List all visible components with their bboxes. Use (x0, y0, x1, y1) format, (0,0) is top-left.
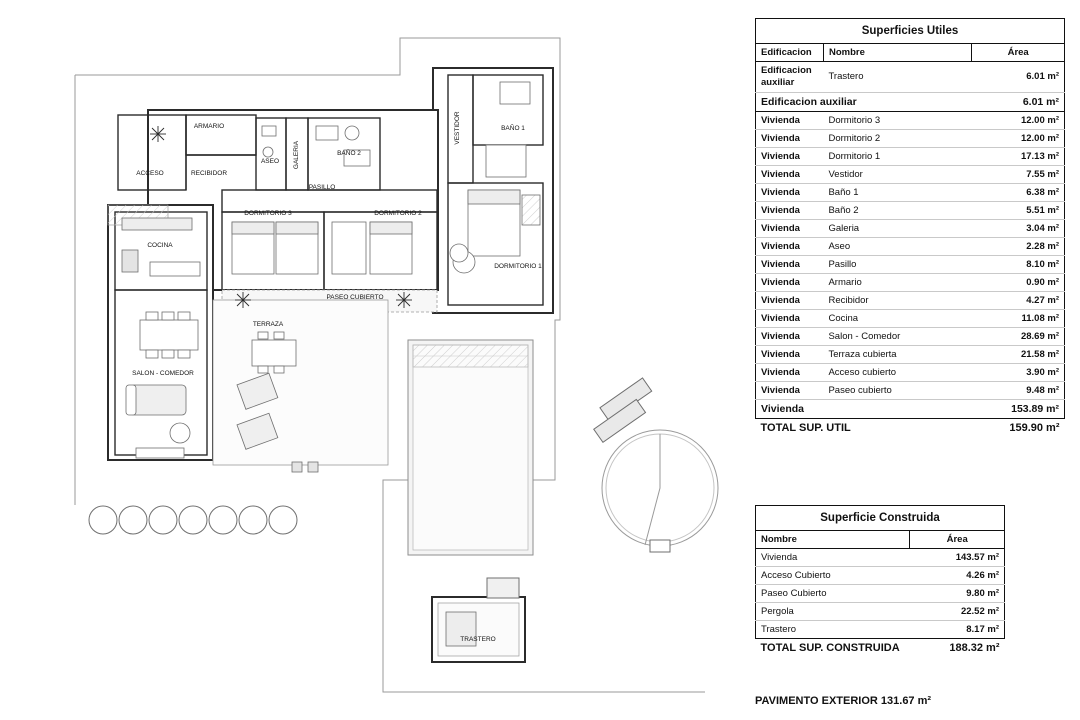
cell-nombre: Terraza cubierta (823, 345, 971, 363)
cell-area: 4.26 m² (910, 567, 1005, 585)
cell-area: 21.58 m² (972, 345, 1065, 363)
cell-area: 3.04 m² (972, 219, 1065, 237)
cell-nombre: Pasillo (823, 255, 971, 273)
room-label-dormitorio3: DORMITORIO 3 (244, 210, 292, 217)
table-row (756, 585, 1005, 603)
cell-nombre: Trastero (756, 621, 910, 639)
cell-edificacion: Vivienda (756, 111, 824, 129)
room-label-pasillo: PASILLO (308, 184, 336, 191)
room-label-armario: ARMARIO (193, 123, 225, 130)
cell-nombre: Vestidor (823, 165, 971, 183)
cell-edificacion: Vivienda (756, 165, 824, 183)
cell-nombre: Acceso Cubierto (756, 567, 910, 585)
cell-area: 28.69 m² (972, 327, 1065, 345)
superficies-utiles-table (755, 44, 1065, 437)
cell-area: 8.10 m² (972, 255, 1065, 273)
cell-area: 9.48 m² (972, 381, 1065, 399)
table-row (756, 567, 1005, 585)
table-row: Edificacion auxiliar Trastero 6.01 m² (756, 62, 1065, 93)
col-edificacion: Edificacion (756, 44, 824, 62)
room-label-paseo: PASEO CUBIERTO (326, 294, 384, 301)
table-row (756, 111, 1065, 129)
cell-subtotal-label: Edificacion auxiliar (756, 92, 972, 111)
room-label-terraza: TERRAZA (252, 321, 284, 328)
table-header-row (756, 531, 1005, 549)
cell-area: 6.38 m² (972, 183, 1065, 201)
room-label-salon: SALON - COMEDOR (132, 370, 194, 377)
table-row-subtotal (756, 92, 1065, 111)
cell-subtotal-area: 6.01 m² (972, 92, 1065, 111)
room-label-bano2: BAÑO 2 (337, 150, 361, 157)
table-row (756, 381, 1065, 399)
cell-area: 4.27 m² (972, 291, 1065, 309)
cell-nombre: Galeria (823, 219, 971, 237)
table-row (756, 237, 1065, 255)
superficie-construida-panel (755, 505, 1005, 657)
cell-edificacion: Vivienda (756, 363, 824, 381)
cell-edificacion: Vivienda (756, 147, 824, 165)
table-row (756, 345, 1065, 363)
table-row (756, 273, 1065, 291)
cell-nombre: Paseo cubierto (823, 381, 971, 399)
table-row (756, 183, 1065, 201)
cell-edificacion: Vivienda (756, 291, 824, 309)
cell-edificacion: Vivienda (756, 255, 824, 273)
total-value: 188.32 m² (949, 642, 1000, 654)
table-row (756, 291, 1065, 309)
superficie-construida-title: Superficie Construida (755, 505, 1005, 531)
table-row (756, 621, 1005, 639)
cell-area: 2.28 m² (972, 237, 1065, 255)
cell-nombre: Dormitorio 2 (823, 129, 971, 147)
cell-nombre: Acceso cubierto (823, 363, 971, 381)
total-label: TOTAL SUP. UTIL (760, 421, 851, 434)
cell-area: 17.13 m² (972, 147, 1065, 165)
table-row-subtotal (756, 399, 1065, 418)
cell-edificacion: Vivienda (756, 183, 824, 201)
cell-edificacion: Vivienda (756, 129, 824, 147)
cell-edificacion: Vivienda (756, 309, 824, 327)
table-row (756, 327, 1065, 345)
table-row-total (756, 639, 1005, 658)
cell-nombre: Armario (823, 273, 971, 291)
table-header-row (756, 44, 1065, 62)
room-label-vestidor: VESTIDOR (454, 111, 461, 145)
cell-nombre: Dormitorio 3 (823, 111, 971, 129)
cell-area: 22.52 m² (910, 603, 1005, 621)
room-label-recibidor: RECIBIDOR (190, 170, 228, 177)
cell-edificacion: Vivienda (756, 201, 824, 219)
cell-nombre: Baño 1 (823, 183, 971, 201)
cell-edificacion: Vivienda (756, 345, 824, 363)
col-nombre: Nombre (756, 531, 910, 549)
driveway-circle (594, 378, 718, 552)
superficies-utiles-panel (755, 18, 1065, 437)
cell-nombre: Baño 2 (823, 201, 971, 219)
table-row (756, 147, 1065, 165)
cell-area: 3.90 m² (972, 363, 1065, 381)
cell-edificacion: Vivienda (756, 273, 824, 291)
table-row (756, 549, 1005, 567)
room-label-trastero: TRASTERO (460, 636, 496, 643)
cell-nombre: Cocina (823, 309, 971, 327)
cell-area: 0.90 m² (972, 273, 1065, 291)
room-label-dormitorio2: DORMITORIO 2 (374, 210, 422, 217)
room-label-dormitorio1: DORMITORIO 1 (494, 263, 542, 270)
superficies-utiles-title: Superficies Utiles (755, 18, 1065, 44)
room-label-galeria: GALERIA (293, 140, 300, 170)
total-label: TOTAL SUP. CONSTRUIDA (760, 642, 900, 654)
pergola-columns (89, 506, 297, 534)
cell-nombre: Dormitorio 1 (823, 147, 971, 165)
table-row-total (756, 418, 1065, 437)
cell-nombre: Aseo (823, 237, 971, 255)
room-label-acceso: ACCESO (136, 170, 164, 177)
cell-nombre: Paseo Cubierto (756, 585, 910, 603)
pavimento-exterior-note: PAVIMENTO EXTERIOR 131.67 m² (755, 695, 932, 707)
cell-nombre: Salon - Comedor (823, 327, 971, 345)
cell-edificacion: Vivienda (756, 237, 824, 255)
col-area: Área (972, 44, 1065, 62)
cell-area: 11.08 m² (972, 309, 1065, 327)
total-value: 159.90 m² (1009, 421, 1060, 434)
cell-area: 5.51 m² (972, 201, 1065, 219)
cell-area: 7.55 m² (972, 165, 1065, 183)
room-label-aseo: ASEO (260, 158, 280, 165)
col-area: Área (910, 531, 1005, 549)
cell-subtotal-label: Vivienda (756, 399, 972, 418)
cell-area: 6.01 m² (972, 62, 1065, 93)
cell-area: 12.00 m² (972, 129, 1065, 147)
cell-edificacion: Vivienda (756, 327, 824, 345)
table-row (756, 201, 1065, 219)
table-row (756, 363, 1065, 381)
swimming-pool (408, 340, 533, 555)
cell-edificacion: Vivienda (756, 381, 824, 399)
cell-area: 9.80 m² (910, 585, 1005, 603)
table-row (756, 165, 1065, 183)
cell-edificacion: Vivienda (756, 219, 824, 237)
cell-nombre: Vivienda (756, 549, 910, 567)
cell-nombre: Trastero (823, 62, 971, 93)
superficie-construida-table (755, 531, 1005, 657)
cell-nombre: Recibidor (823, 291, 971, 309)
table-row (756, 129, 1065, 147)
cell-area: 8.17 m² (910, 621, 1005, 639)
cell-area: 143.57 m² (910, 549, 1005, 567)
cell-area: 12.00 m² (972, 111, 1065, 129)
room-label-bano1: BAÑO 1 (501, 125, 525, 132)
col-nombre: Nombre (823, 44, 971, 62)
cell-subtotal-area: 153.89 m² (972, 399, 1065, 418)
table-row (756, 603, 1005, 621)
table-row (756, 309, 1065, 327)
table-row (756, 255, 1065, 273)
room-label-cocina: COCINA (147, 242, 173, 249)
cell-nombre: Pergola (756, 603, 910, 621)
table-row (756, 219, 1065, 237)
